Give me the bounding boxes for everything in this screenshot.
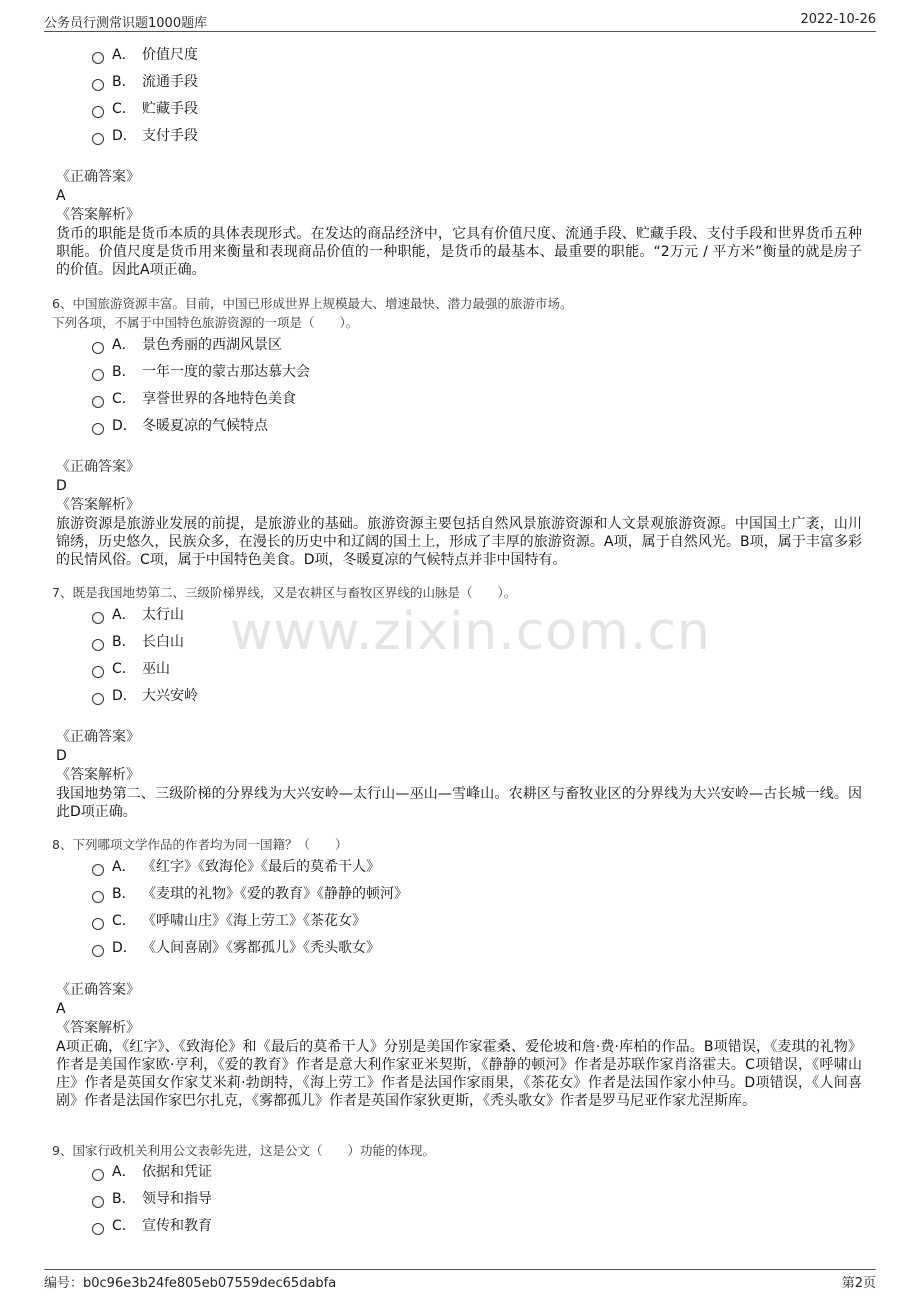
q5-option-a[interactable]: A． 价值尺度 — [92, 45, 198, 65]
explanation-heading: 《答案解析》 — [56, 1020, 140, 1036]
q8-option-d[interactable]: D． 《人间喜剧》《雾都孤儿》《秃头歌女》 — [92, 938, 380, 958]
explanation-text: 货币的职能是货币本质的具体表现形式。在发达的商品经济中，它具有价值尺度、流通手段、贮藏手段、支付手段和世界货币五种职能。价值尺度是货币用来衡量和表现商品价值的一种职能，是货币的最基本、最重要的职能。“2万元 / 平方米”衡量的就是房子的价值。因此A项正确。 — [56, 226, 862, 278]
explanation-text: 旅游资源是旅游业发展的前提，是旅游业的基础。旅游资源主要包括自然风景旅游资源和人文景观旅游资源。中国国土广袤，山川锦绣，历史悠久，民族众多，在漫长的历史中和辽阔的国土上，形成了丰厚的旅游资源。A项，属于自然风光。B项，属于丰富多彩的民情风俗。C项，属于中国特色美食。D项，冬暖夏凉的气候特点并非中国特有。 — [56, 516, 862, 568]
radio-icon[interactable] — [92, 342, 104, 354]
question-stem: 6、中国旅游资源丰富。目前，中国已形成世界上规模最大、增速最快、潜力最强的旅游市场。 — [52, 296, 573, 311]
document-code: 编号：b0c96e3b24fe805eb07559dec65dabfa — [44, 1276, 337, 1291]
watermark: www.zixin.com.cn — [230, 602, 711, 662]
radio-icon[interactable] — [92, 52, 104, 64]
q9-option-b[interactable]: B． 领导和指导 — [92, 1189, 212, 1209]
radio-icon[interactable] — [92, 864, 104, 876]
page-footer — [44, 1272, 876, 1291]
radio-icon[interactable] — [92, 918, 104, 930]
page-number: 第2页 — [841, 1276, 876, 1291]
q6-option-a[interactable]: A． 景色秀丽的西湖风景区 — [92, 335, 282, 355]
radio-icon[interactable] — [92, 945, 104, 957]
q6-option-b[interactable]: B． 一年一度的蒙古那达慕大会 — [92, 362, 310, 382]
explanation-text: 我国地势第二、三级阶梯的分界线为大兴安岭—太行山—巫山—雪峰山。农耕区与畜牧业区的分界线为大兴安岭—古长城一线。因此D项正确。 — [56, 786, 862, 820]
q5-option-d[interactable]: D． 支付手段 — [92, 126, 198, 146]
radio-icon[interactable] — [92, 639, 104, 651]
radio-icon[interactable] — [92, 666, 104, 678]
radio-icon[interactable] — [92, 612, 104, 624]
radio-icon[interactable] — [92, 79, 104, 91]
question-stem: 下列各项，不属于中国特色旅游资源的一项是（ ）。 — [52, 315, 359, 330]
question-stem: 7、既是我国地势第二、三级阶梯界线，又是农耕区与畜牧区界线的山脉是（ ）。 — [52, 585, 517, 600]
answer-value: D — [56, 748, 67, 764]
footer-divider — [44, 1269, 876, 1270]
radio-icon[interactable] — [92, 1223, 104, 1235]
page-header — [44, 12, 876, 32]
answer-value: A — [56, 1001, 66, 1017]
q6-option-d[interactable]: D． 冬暖夏凉的气候特点 — [92, 416, 268, 436]
explanation-text: A项正确，《红字》、《致海伦》和《最后的莫希干人》分别是美国作家霍桑、爱伦坡和詹·费·库柏的作品。B项错误，《麦琪的礼物》作者是美国作家欧·亨利，《爱的教育》作者是意大利作家亚米契斯，《静静的顿河》作者是苏联作家肖洛霍夫。C项错误，《呼啸山庄》作者是英国女作家艾米莉·勃朗特，《海上劳工》作者是法国作家雨果，《茶花女》作者是法国作家小仲马。D项错误，《人间喜剧》作者是法国作家巴尔扎克，《雾都孤儿》作者是英国作家狄更斯，《秃头歌女》作者是罗马尼亚作家尤涅斯库。 — [56, 1039, 862, 1109]
document-date: 2022-10-26 — [800, 12, 876, 27]
radio-icon[interactable] — [92, 396, 104, 408]
q7-option-b[interactable]: B． 长白山 — [92, 632, 184, 652]
q9-option-c[interactable]: C． 宣传和教育 — [92, 1216, 212, 1236]
q7-option-d[interactable]: D． 大兴安岭 — [92, 686, 198, 706]
explanation-heading: 《答案解析》 — [56, 497, 140, 513]
answer-heading: 《正确答案》 — [56, 729, 140, 745]
q7-option-a[interactable]: A． 太行山 — [92, 605, 184, 625]
q6-option-c[interactable]: C． 享誉世界的各地特色美食 — [92, 389, 296, 409]
radio-icon[interactable] — [92, 693, 104, 705]
q8-option-c[interactable]: C． 《呼啸山庄》《海上劳工》《茶花女》 — [92, 911, 366, 931]
radio-icon[interactable] — [92, 133, 104, 145]
radio-icon[interactable] — [92, 1196, 104, 1208]
answer-heading: 《正确答案》 — [56, 982, 140, 998]
radio-icon[interactable] — [92, 1169, 104, 1181]
explanation-heading: 《答案解析》 — [56, 767, 140, 783]
q5-option-b[interactable]: B． 流通手段 — [92, 72, 198, 92]
answer-value: A — [56, 188, 66, 204]
radio-icon[interactable] — [92, 423, 104, 435]
q8-option-b[interactable]: B． 《麦琪的礼物》《爱的教育》《静静的顿河》 — [92, 884, 408, 904]
document-title: 公务员行测常识题1000题库 — [44, 16, 208, 31]
answer-value: D — [56, 478, 67, 494]
q9-option-a[interactable]: A． 依据和凭证 — [92, 1162, 212, 1182]
q5-option-c[interactable]: C． 贮藏手段 — [92, 99, 198, 119]
radio-icon[interactable] — [92, 106, 104, 118]
answer-heading: 《正确答案》 — [56, 459, 140, 475]
radio-icon[interactable] — [92, 369, 104, 381]
q8-option-a[interactable]: A． 《红字》《致海伦》《最后的莫希干人》 — [92, 857, 380, 877]
header-divider — [44, 31, 876, 32]
answer-heading: 《正确答案》 — [56, 169, 140, 185]
q7-option-c[interactable]: C． 巫山 — [92, 659, 170, 679]
question-stem: 8、下列哪项文学作品的作者均为同一国籍？（ ） — [52, 837, 348, 852]
question-stem: 9、国家行政机关利用公文表彰先进，这是公文（ ）功能的体现。 — [52, 1143, 435, 1158]
radio-icon[interactable] — [92, 891, 104, 903]
explanation-heading: 《答案解析》 — [56, 207, 140, 223]
